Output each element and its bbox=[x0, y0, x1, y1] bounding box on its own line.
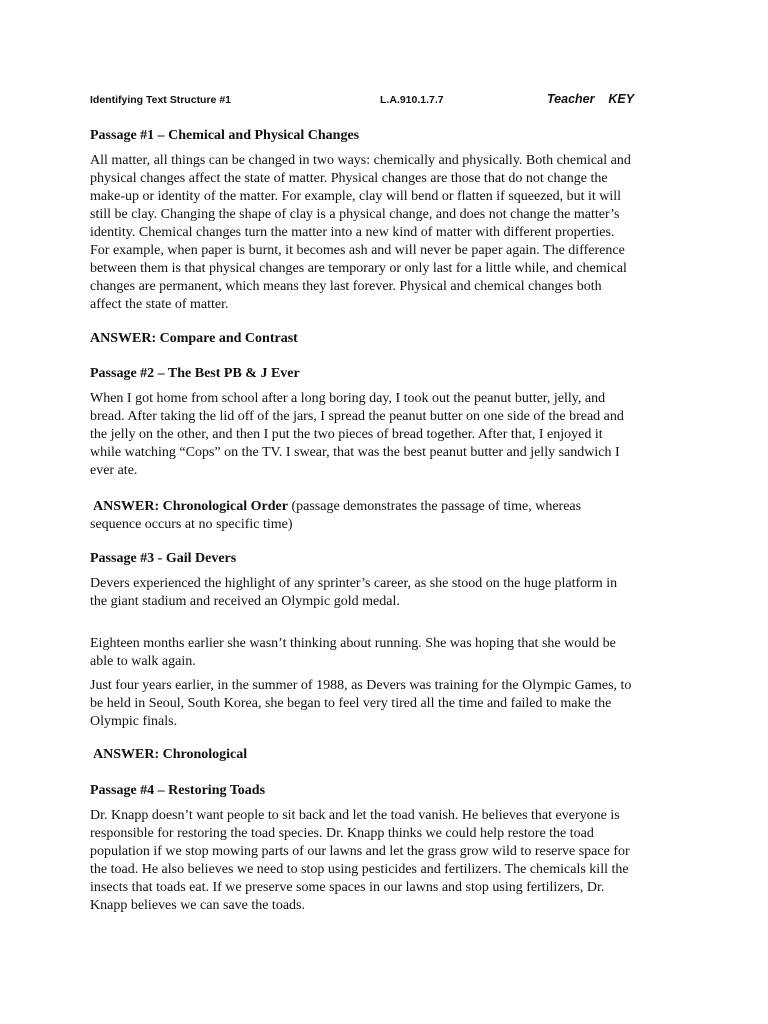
passage-2-answer bbox=[93, 498, 581, 516]
text-line: able to walk again. bbox=[90, 654, 196, 669]
text-line: bread. After taking the lid off of the jars, I spread the peanut butter on one side of the bread and bbox=[90, 409, 624, 424]
text-line: Eighteen months earlier she wasn’t thinking about running. She was hoping that she would be bbox=[90, 636, 616, 651]
text-line: still be clay. Changing the shape of clay is a physical change, and does not change the matter’s bbox=[90, 207, 620, 222]
passage-3-answer: ANSWER: Chronological bbox=[93, 747, 248, 762]
text-line: identity. Chemical changes turn the matter into a new kind of matter with different properties. bbox=[90, 225, 615, 240]
text-line: insects that toads eat. If we preserve some spaces in our lawns and stop using fertilizers, Dr. bbox=[90, 880, 605, 895]
text-line: the giant stadium and received an Olympic gold medal. bbox=[90, 594, 400, 609]
text-line: changes are permanent, which means they last forever. Physical and chemical changes both bbox=[90, 279, 602, 294]
passage-2-heading: Passage #2 – The Best PB & J Ever bbox=[90, 366, 300, 381]
worksheet-title: Identifying Text Structure #1 bbox=[90, 94, 231, 106]
text-line: Knapp believes we can save the toads. bbox=[90, 898, 305, 913]
text-line: Devers experienced the highlight of any sprinter’s career, as she stood on the huge platform in bbox=[90, 576, 618, 591]
passage-3-paragraph-3 bbox=[90, 677, 690, 731]
text-line: For example, when paper is burnt, it becomes ash and will never be paper again. The difference bbox=[90, 243, 625, 258]
standard-code: L.A.910.1.7.7 bbox=[380, 94, 444, 106]
text-line: while watching “Cops” on the TV. I swear, that was the best peanut butter and jelly sandwich I bbox=[90, 445, 620, 460]
passage-3-paragraph-1 bbox=[90, 575, 690, 611]
passage-4-text bbox=[90, 807, 690, 915]
text-line: Olympic finals. bbox=[90, 714, 178, 729]
text-line: Just four years earlier, in the summer of 1988, as Devers was training for the Olympic Games, to bbox=[90, 678, 632, 693]
text-line: physical changes affect the state of matter. Physical changes are those that do not change the bbox=[90, 171, 608, 186]
text-line: responsible for restoring the toad species. Dr. Knapp thinks we could help restore the toad bbox=[90, 826, 594, 841]
text-line: make-up or identity of the matter. For example, clay will bend or flatten if squeezed, but it will bbox=[90, 189, 622, 204]
passage-2-text bbox=[90, 390, 690, 480]
answer-label: ANSWER: Chronological Order bbox=[93, 499, 288, 514]
text-line: Dr. Knapp doesn’t want people to sit back and let the toad vanish. He believes that everyone is bbox=[90, 808, 620, 823]
passage-3-heading: Passage #3 - Gail Devers bbox=[90, 551, 237, 566]
teacher-key-label: Teacher KEY bbox=[547, 92, 635, 106]
text-line: affect the state of matter. bbox=[90, 297, 229, 312]
passage-1-text bbox=[90, 152, 690, 314]
passage-2-answer-note-cont: sequence occurs at no specific time) bbox=[90, 517, 293, 532]
text-line: be held in Seoul, South Korea, she began to feel very tired all the time and failed to make the bbox=[90, 696, 612, 711]
text-line: All matter, all things can be changed in two ways: chemically and physically. Both chemical and bbox=[90, 153, 631, 168]
text-line: the toad. He also believes we need to stop using pesticides and fertilizers. The chemicals kill the bbox=[90, 862, 629, 877]
text-line: the jelly on the other, and then I put the two pieces of bread together. After that, I enjoyed it bbox=[90, 427, 603, 442]
passage-1-heading: Passage #1 – Chemical and Physical Changes bbox=[90, 128, 360, 143]
passage-1-answer: ANSWER: Compare and Contrast bbox=[90, 331, 298, 346]
passage-3-paragraph-2 bbox=[90, 635, 690, 671]
answer-note: (passage demonstrates the passage of time, whereas bbox=[287, 499, 582, 514]
text-line: between them is that physical changes are temporary or only last for a little while, and chemical bbox=[90, 261, 627, 276]
text-line: When I got home from school after a long boring day, I took out the peanut butter, jelly, and bbox=[90, 391, 606, 406]
passage-4-heading: Passage #4 – Restoring Toads bbox=[90, 783, 266, 798]
text-line: ever ate. bbox=[90, 463, 138, 478]
text-line: population if we stop mowing parts of our lawns and let the grass grow wild to reserve space for bbox=[90, 844, 630, 859]
